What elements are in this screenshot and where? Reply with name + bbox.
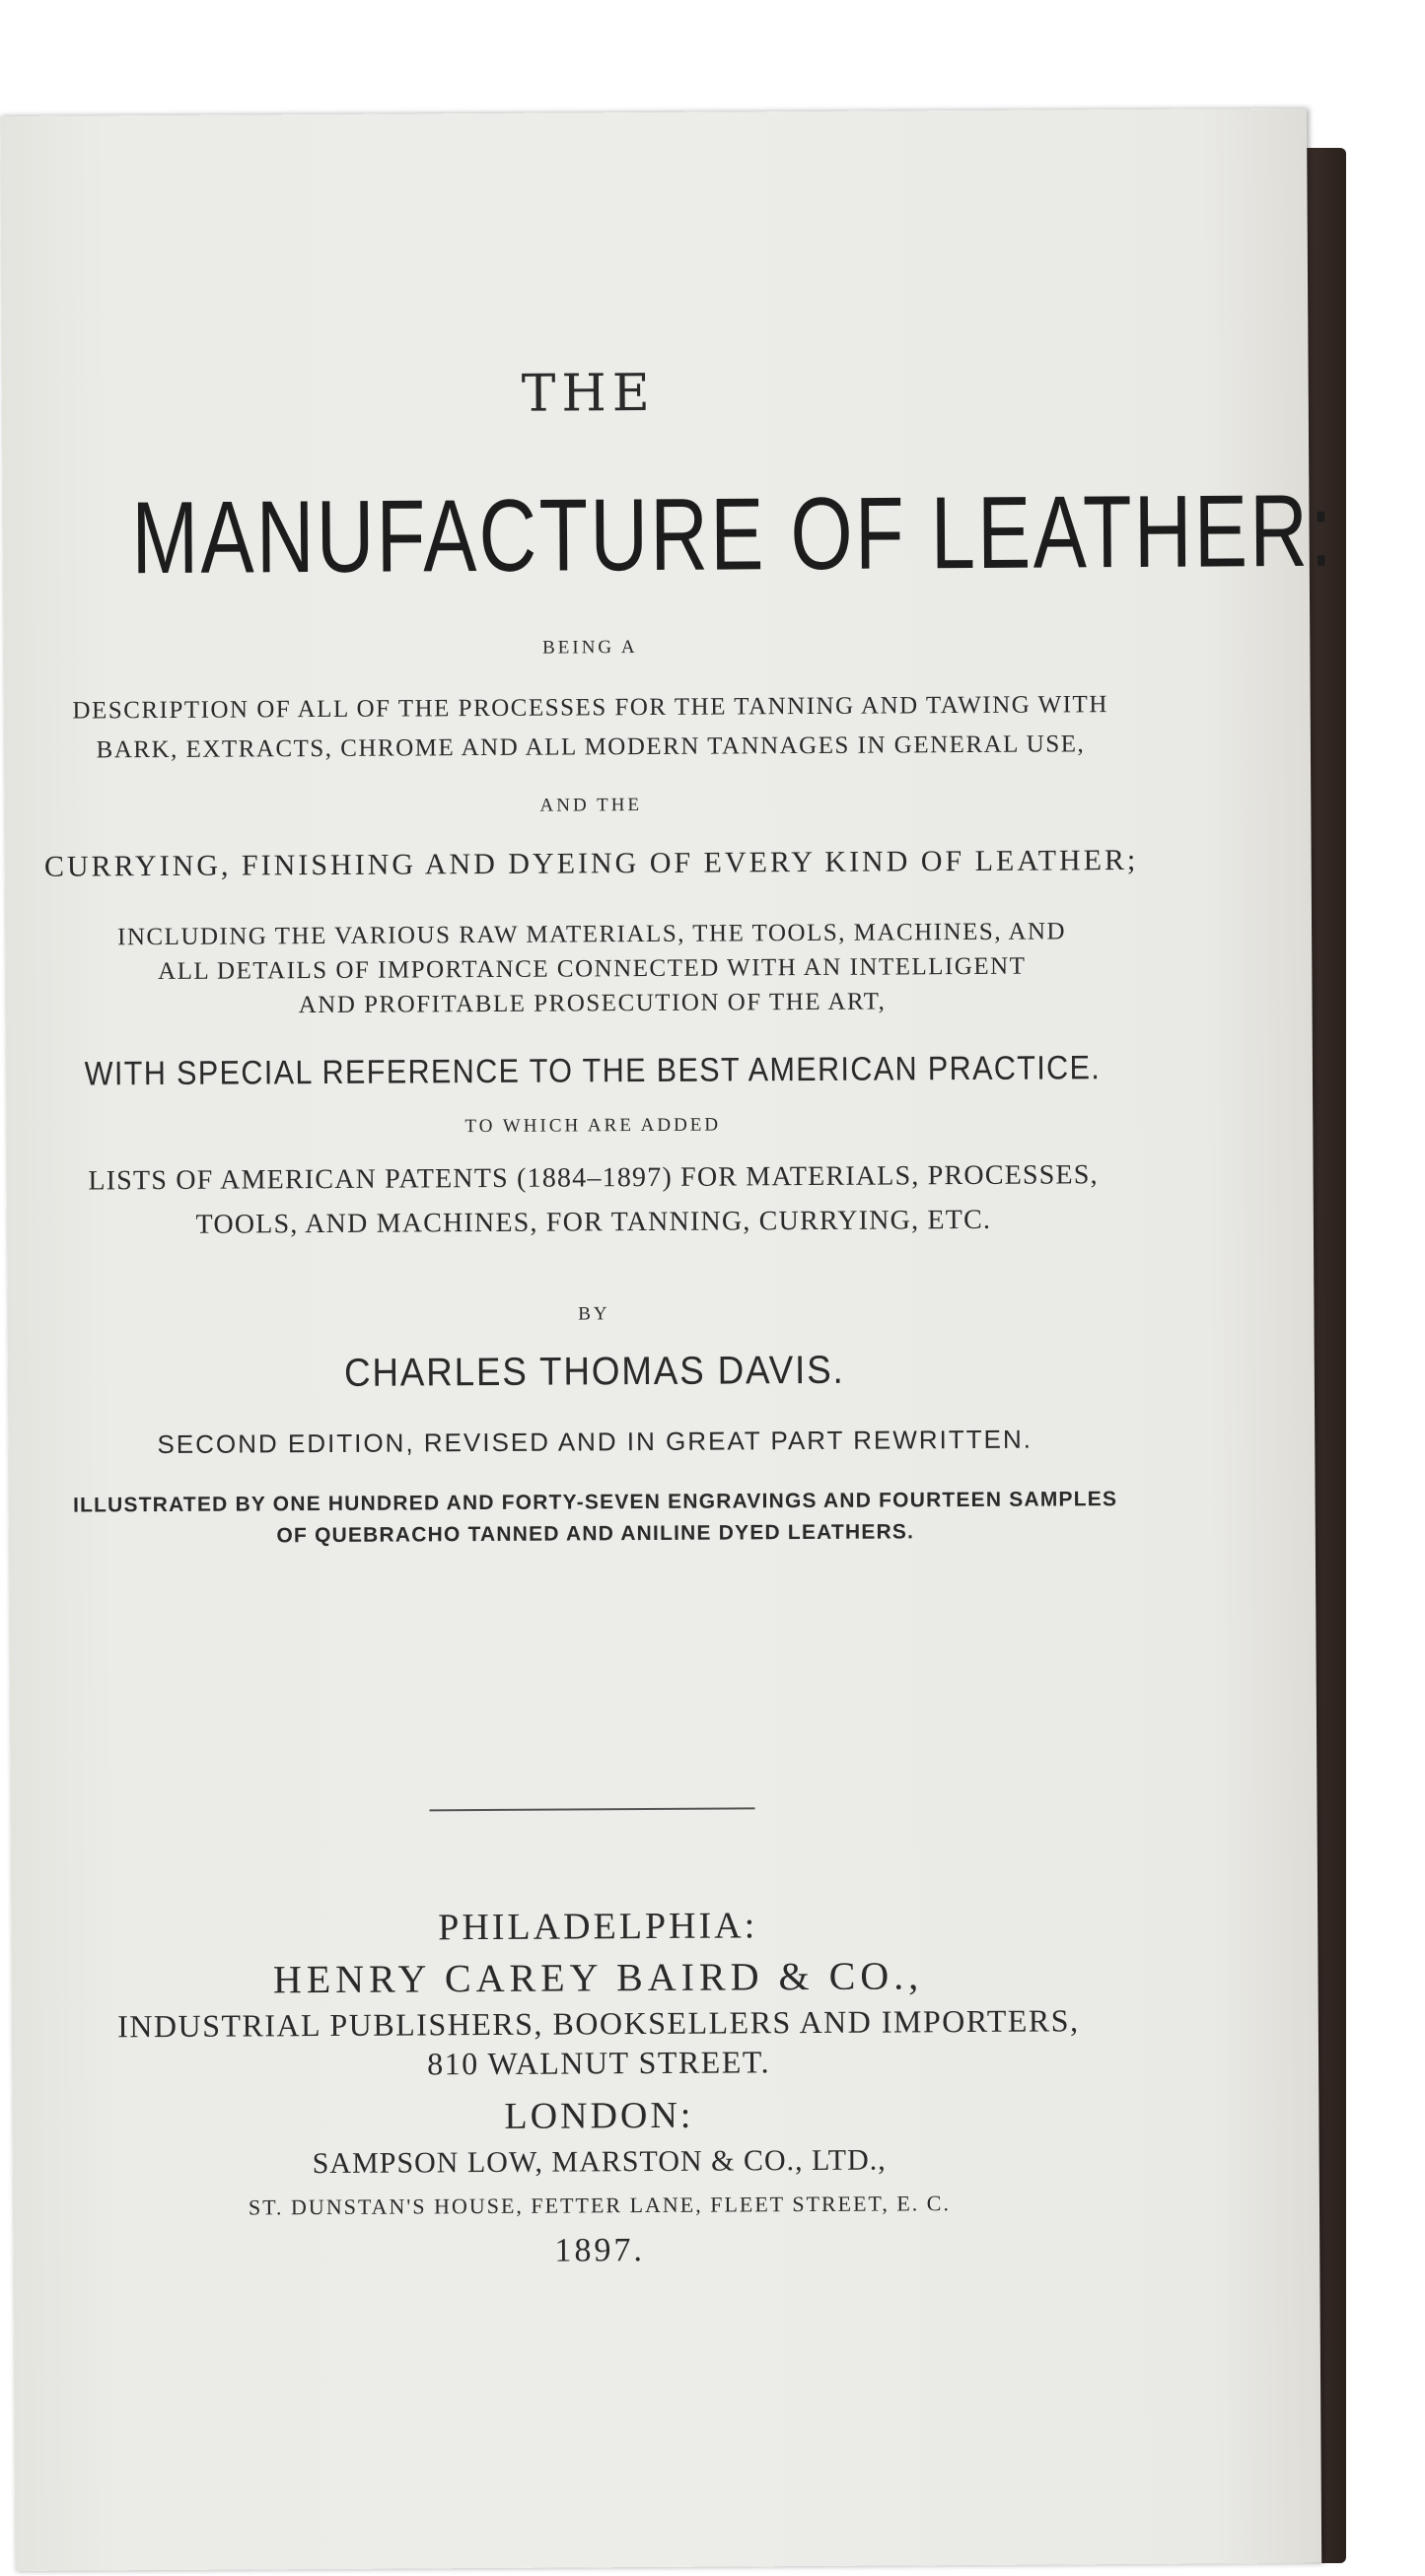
title-article: THE (521, 363, 656, 424)
currying-line: CURRYING, FINISHING AND DYEING OF EVERY KIND OF LEATHER; (43, 843, 1139, 883)
patents-line-2: TOOLS, AND MACHINES, FOR TANNING, CURRYING, ETC. (195, 1204, 992, 1240)
illustrated-line-2: OF QUEBRACHO TANNED AND ANILINE DYED LEATHERS. (276, 1520, 915, 1548)
imprint-city-london: LONDON: (504, 2094, 694, 2137)
divider-rule (429, 1807, 754, 1811)
imprint-address-philadelphia: 810 WALNUT STREET. (427, 2044, 771, 2082)
edition-line: SECOND EDITION, REVISED AND IN GREAT PART REWRITTEN. (157, 1424, 1033, 1460)
illustrated-line-1: ILLUSTRATED BY ONE HUNDRED AND FORTY-SEVEN ENGRAVINGS AND FOURTEEN SAMPLES (72, 1488, 1118, 1517)
imprint-city-philadelphia: PHILADELPHIA: (438, 1905, 758, 1949)
book-title: MANUFACTURE OF LEATHER: (131, 473, 1335, 596)
special-reference-line: WITH SPECIAL REFERENCE TO THE BEST AMERICAN PRACTICE. (84, 1049, 1102, 1093)
imprint-address-london: ST. DUNSTAN'S HOUSE, FETTER LANE, FLEET STREET, E. C. (248, 2191, 952, 2220)
by-text: BY (578, 1303, 610, 1325)
including-line-2: ALL DETAILS OF IMPORTANCE CONNECTED WITH AN INTELLIGENT (158, 952, 1027, 986)
and-the-text: AND THE (539, 795, 643, 816)
imprint-year: 1897. (554, 2232, 646, 2269)
imprint-publisher-sampson: SAMPSON LOW, MARSTON & CO., LTD., (312, 2143, 887, 2181)
to-which-text: TO WHICH ARE ADDED (464, 1114, 722, 1138)
description-line-1: DESCRIPTION OF ALL OF THE PROCESSES FOR THE TANNING AND TAWING WITH (72, 691, 1108, 725)
patents-line-1: LISTS OF AMERICAN PATENTS (1884–1897) FOR MATERIALS, PROCESSES, (88, 1159, 1099, 1197)
including-line-3: AND PROFITABLE PROSECUTION OF THE ART, (298, 988, 887, 1019)
including-line-1: INCLUDING THE VARIOUS RAW MATERIALS, THE TOOLS, MACHINES, AND (116, 918, 1067, 951)
imprint-publisher-baird: HENRY CAREY BAIRD & CO., (272, 1953, 924, 2002)
title-page (0, 108, 1335, 2571)
author-name: CHARLES THOMAS DAVIS. (343, 1348, 845, 1395)
description-line-2: BARK, EXTRACTS, CHROME AND ALL MODERN TANNAGES IN GENERAL USE, (96, 731, 1086, 764)
being-a-text: BEING A (541, 637, 638, 659)
imprint-publisher-description: INDUSTRIAL PUBLISHERS, BOOKSELLERS AND IMPORTERS, (117, 2002, 1080, 2045)
